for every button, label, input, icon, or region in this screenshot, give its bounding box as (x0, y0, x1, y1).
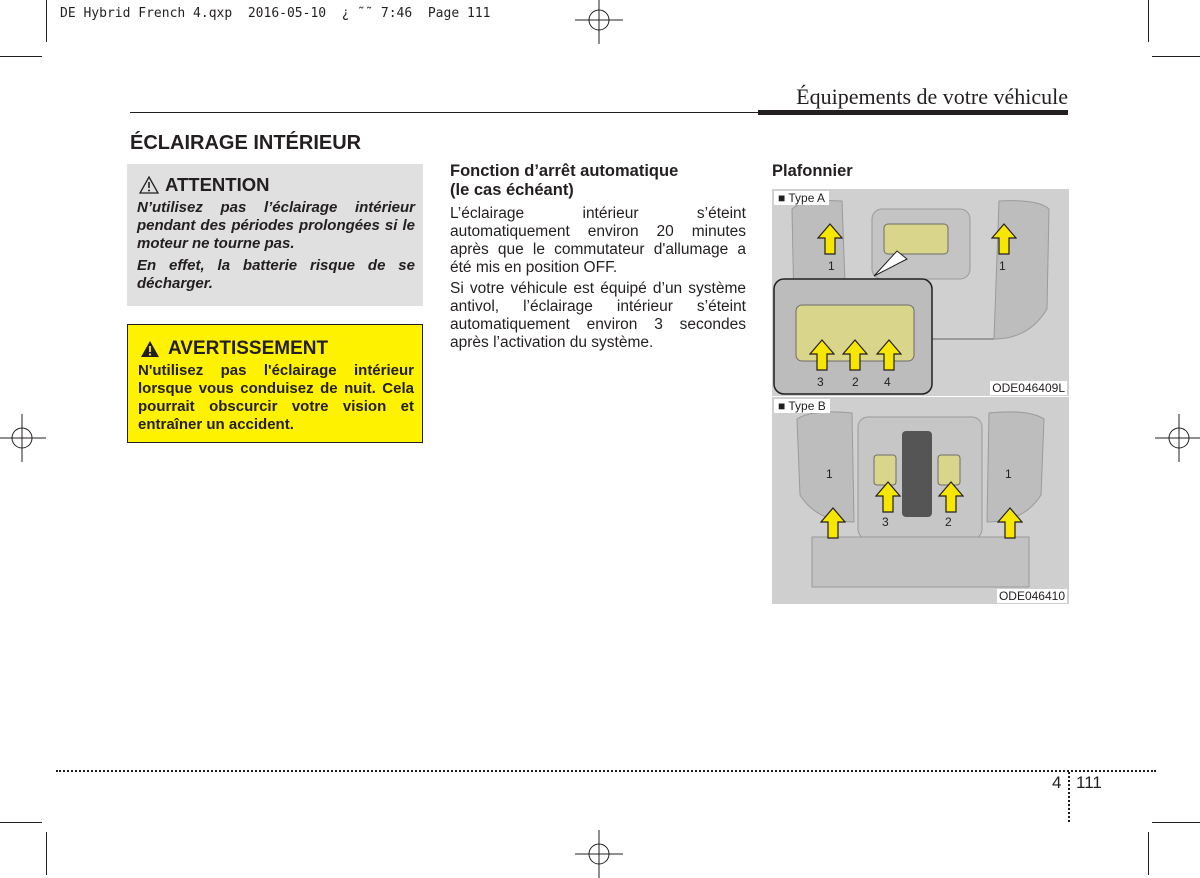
warning-label: AVERTISSEMENT (168, 338, 329, 359)
figure-code: ODE046410 (998, 589, 1065, 603)
crop-mark (0, 822, 42, 823)
registration-mark-icon (1155, 414, 1200, 462)
arrow-up-icon (991, 223, 1017, 255)
page-number: 111 (1076, 773, 1102, 792)
crop-mark (1148, 832, 1149, 875)
arrow-up-icon (997, 507, 1023, 539)
arrow-up-icon (876, 339, 902, 371)
arrow-up-icon (817, 223, 843, 255)
callout-number: 2 (852, 375, 859, 389)
attention-text: En effet, la batterie risque de se décharger. (137, 257, 415, 292)
callout-number: 1 (999, 259, 1006, 273)
overhead-console-illustration (772, 397, 1069, 604)
attention-box (127, 164, 423, 306)
figure-type-a (772, 189, 1069, 396)
crop-mark (46, 0, 47, 42)
callout-number: 3 (882, 515, 889, 529)
callout-number: 2 (945, 515, 952, 529)
crop-mark (1152, 56, 1200, 57)
crop-mark (1148, 0, 1149, 42)
registration-mark-icon (0, 414, 46, 462)
arrow-up-icon (875, 481, 901, 513)
registration-mark-icon (575, 0, 623, 44)
auto-off-paragraph: L’éclairage intérieur s’éteint automatiquement environ 20 minutes après que le commutateur d'allumage a été mis en position OFF. (450, 205, 746, 276)
warning-text: N'utilisez pas l'éclairage intérieur lorsque vous conduisez de nuit. Cela pourrait obscurcir votre vision et entraîner un accident. (138, 362, 414, 433)
header-bar (758, 110, 1068, 115)
running-header-title: Équipements de votre véhicule (796, 84, 1068, 109)
figure-type-b (772, 397, 1069, 604)
auto-off-title: Fonction d’arrêt automatique (le cas échéant) (450, 162, 679, 199)
warning-triangle-icon (140, 340, 160, 358)
callout-number: 4 (884, 375, 891, 389)
callout-number: 1 (1005, 467, 1012, 481)
crop-mark (1152, 822, 1200, 823)
arrow-up-icon (809, 339, 835, 371)
warning-box (127, 324, 423, 443)
arrow-up-icon (938, 481, 964, 513)
arrow-up-icon (842, 339, 868, 371)
callout-number: 1 (826, 467, 833, 481)
callout-number: 3 (817, 375, 824, 389)
registration-mark-icon (575, 830, 623, 878)
callout-number: 1 (828, 259, 835, 273)
figure-label: ■ Type B (774, 399, 830, 413)
auto-off-paragraph: Si votre véhicule est équipé d’un système antivol, l’éclairage intérieur s’éteint automatiquement environ 3 secondes après l’activation du système. (450, 280, 746, 351)
chapter-number: 4 (1052, 773, 1062, 792)
attention-label: ATTENTION (165, 174, 270, 195)
figure-label: ■ Type A (774, 191, 829, 205)
footer-divider (1068, 772, 1070, 822)
plafonnier-title: Plafonnier (772, 162, 853, 180)
warning-triangle-icon (139, 176, 159, 194)
arrow-up-icon (820, 507, 846, 539)
slug-line: DE Hybrid French 4.qxp 2016-05-10 ¿ ˜˜ 7:46 Page 111 (60, 6, 491, 21)
attention-text: N’utilisez pas l’éclairage intérieur pendant des périodes prolongées si le moteur ne tourne pas. (137, 199, 415, 252)
crop-mark (0, 56, 42, 57)
header-rule (130, 112, 758, 113)
section-title: ÉCLAIRAGE INTÉRIEUR (130, 132, 362, 154)
footer-rule (56, 770, 1156, 772)
figure-code: ODE046409L (992, 381, 1065, 395)
crop-mark (46, 832, 47, 875)
